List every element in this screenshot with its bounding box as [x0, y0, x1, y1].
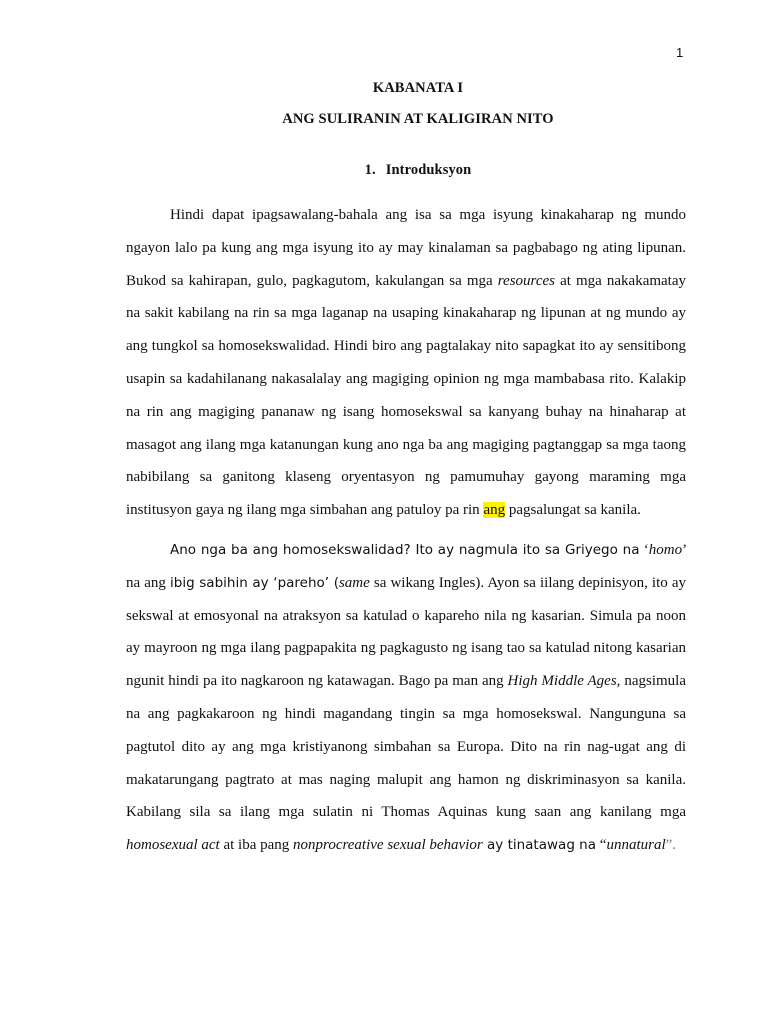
paragraph-text: pagsalungat sa kanila.	[505, 502, 641, 519]
quote-mark: “	[596, 837, 607, 854]
paragraph-text: ibig sabihin ay ‘pareho’ (	[170, 574, 339, 591]
paragraph-intro	[126, 199, 686, 527]
italic-term: homo	[648, 542, 683, 558]
section-heading	[0, 162, 768, 179]
italic-term: same	[338, 574, 370, 591]
quote-mark: ‘	[639, 542, 649, 558]
italic-term: nonprocreative sexual behavior	[293, 837, 483, 854]
paragraph-text: ay tinatawag na	[482, 837, 597, 854]
page-number: 1	[676, 45, 684, 60]
section-title: Introduksyon	[385, 162, 472, 178]
italic-term: unnatural	[606, 837, 666, 854]
paragraph-text: sa wikang Ingles). Ayon sa iilang depinisyon, ito ay sekswal at emosyonal na atraksyon sa katulad o kapareho nila ng kasarian. Simula pa noon ay mayroon ng mga ilang pagpapakita ng pagkagusto ng isang tao sa katulad nitong kasarian ngunit hindi pa ito nagkaroon ng katawagan. Bago pa man ang	[126, 574, 686, 690]
italic-term: High Middle Ages,	[507, 673, 621, 690]
paragraph-text: nagsimula na ang pagkakaroon ng hindi magandang tingin sa mga homosekswal. Nangunguna sa pagtutol dito ay ang mga kristiyanong simbahan sa Europa. Dito na rin nag-ugat ang di makatarungang pagtrato at mas naging malupit ang hamon ng diskriminasyon sa kanila. Kabilang sila sa ilang mga sulatin ni Thomas Aquinas kung saan ang kanilang mga	[126, 673, 686, 821]
paragraph-text: Hindi dapat ipagsawalang-bahala ang isa sa mga isyung kinakaharap ng mundo ngayon lalo pa kung ang mga isyung ito ay may kinalaman sa pagbabago ng ating lipunan. Bukod sa kahirapan, gulo, pagkagutom, kakulangan sa mga	[126, 207, 686, 289]
chapter-heading: KABANATA I	[372, 80, 464, 96]
quote-mark: ’	[682, 542, 687, 558]
quote-mark: ”.	[665, 837, 677, 854]
paragraph-text: na ang	[126, 574, 170, 591]
paragraph-text: at mga nakakamatay na sakit kabilang na rin sa mga laganap na usaping kinakaharap ng lipunan at ng mundo ay ang tungkol sa homosekswalidad. Hindi biro ang pagtalakay nito sapagkat ito ay sensitibong usapin sa kadahilanang nakasalalay ang magiging opinion ng mga mambabasa rito. Kalakip na rin ang magiging pananaw ng isang homosekswal sa kanyang buhay na hinaharap at masagot ang ilang mga katanungan kung ano nga ba ang magiging pagtanggap sa mga taong nabibilang sa ganitong klaseng oryentasyon ng pamumuhay gayong maraming mga institusyon gaya ng ilang mga simbahan ang patuloy pa rin	[126, 272, 686, 519]
chapter-title: ANG SULIRANIN AT KALIGIRAN NITO	[282, 111, 554, 127]
paragraph-text: at iba pang	[219, 837, 294, 854]
paragraph-text: Ano nga ba ang homosekswalidad? Ito ay nagmula ito sa Griyego na	[170, 542, 640, 558]
italic-term: resources	[497, 272, 555, 289]
highlighted-word: ang	[483, 502, 506, 519]
paragraph-definition	[126, 534, 686, 862]
section-number: 1.	[364, 162, 376, 178]
italic-term: homosexual act	[126, 837, 220, 854]
